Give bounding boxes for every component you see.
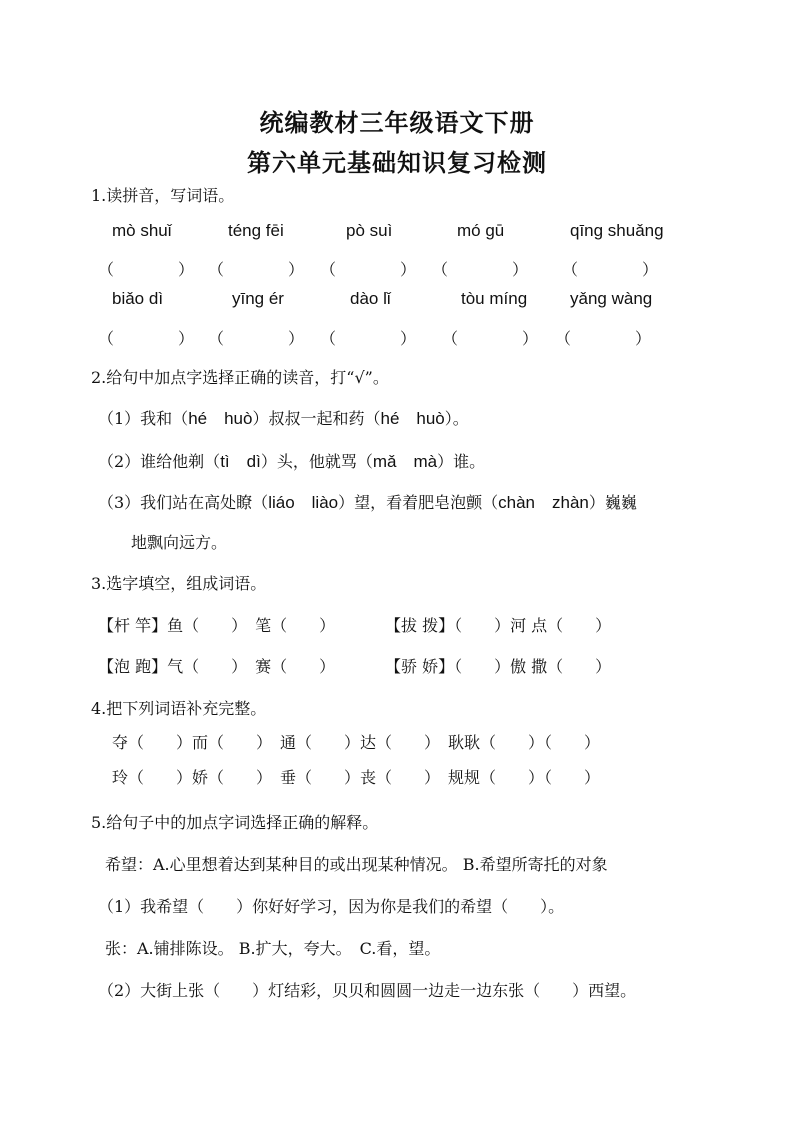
q4-heading: 4.把下列词语补充完整。 [91,699,267,718]
q3-group-4[interactable]: 【骄 娇】（ ）傲 撒（ ） [385,657,612,676]
answer-blank[interactable]: （ ） [320,260,417,279]
sentence-text: ）。 [444,409,469,428]
q3-group-2[interactable]: 【拔 拨】（ ）河 点（ ） [385,616,612,635]
answer-blank[interactable]: （ ） [320,329,417,348]
pinyin-choice[interactable]: hé huò [380,409,445,428]
sentence-text: （3）我们站在高处瞭（ [98,493,269,512]
answer-blank[interactable]: （ ） [208,260,305,279]
pinyin-item: tòu míng [461,289,528,308]
q2-sentence-2 [98,447,485,472]
q3-group-1[interactable]: 【杆 竿】鱼（ ） 笔（ ） [98,616,336,635]
sentence-text: （2）谁给他剃（ [98,452,221,471]
pinyin-choice[interactable]: liáo liào [268,493,339,512]
pinyin-item: mò shuǐ [112,221,172,240]
answer-blank[interactable]: （ ） [442,329,539,348]
q2-sentence-1 [98,404,469,429]
q3-heading: 3.选字填空，组成词语。 [91,574,267,593]
q5-definition-1: 希望：A.心里想着达到某种目的或出现某种情况。 B.希望所寄托的对象 [105,855,608,874]
sentence-text: （1）我和（ [98,409,189,428]
pinyin-item: pò suì [346,221,393,240]
pinyin-item: téng fēi [228,221,284,240]
pinyin-choice[interactable]: mǎ mà [372,452,438,471]
q1-heading: 1.读拼音，写词语。 [91,186,235,205]
answer-blank[interactable]: （ ） [98,329,195,348]
q5-definition-2: 张：A.铺排陈设。 B.扩大，夸大。 C.看，望。 [105,939,441,958]
q4-line-2[interactable]: 玲（ ）娇（ ） 垂（ ）丧（ ） 规规（ ）（ ） [112,768,601,787]
q3-group-3[interactable]: 【泡 跑】气（ ） 赛（ ） [98,657,336,676]
page-subtitle: 第六单元基础知识复习检测 [247,148,547,177]
page-title: 统编教材三年级语文下册 [259,108,535,137]
sentence-text: ）头，他就骂（ [260,452,373,471]
sentence-text: ）谁。 [437,452,486,471]
q5-sentence-1[interactable]: （1）我希望（ ）你好好学习，因为你是我们的希望（ ）。 [98,897,565,916]
answer-blank[interactable]: （ ） [432,260,529,279]
pinyin-item: dào lǐ [350,289,391,308]
answer-blank[interactable]: （ ） [208,329,305,348]
q5-heading: 5.给句子中的加点字词选择正确的解释。 [91,813,379,832]
answer-blank[interactable]: （ ） [555,329,652,348]
pinyin-item: qīng shuǎng [570,221,664,240]
pinyin-choice[interactable]: chàn zhàn [498,493,589,512]
answer-blank[interactable]: （ ） [562,260,659,279]
q2-sentence-3-continued: 地飘向远方。 [131,533,228,552]
sentence-text: ）望，看着肥皂泡颤（ [338,493,499,512]
sentence-text: ）叔叔一起和药（ [252,409,381,428]
pinyin-item: yǎng wàng [570,289,653,308]
pinyin-item: biǎo dì [112,289,164,308]
pinyin-choice[interactable]: hé huò [188,409,253,428]
pinyin-item: yīng ér [232,289,284,308]
answer-blank[interactable]: （ ） [98,260,195,279]
q4-line-1[interactable]: 夺（ ）而（ ） 通（ ）达（ ） 耿耿（ ）（ ） [112,733,601,752]
q5-sentence-2[interactable]: （2）大街上张（ ）灯结彩，贝贝和圆圆一边走一边东张（ ）西望。 [98,981,637,1000]
pinyin-item: mó gū [457,221,505,240]
q2-heading: 2.给句中加点字选择正确的读音，打“√”。 [91,368,389,387]
pinyin-choice[interactable]: tì dì [220,452,261,471]
q2-sentence-3 [98,488,637,513]
sentence-text: ）巍巍 [588,493,637,512]
